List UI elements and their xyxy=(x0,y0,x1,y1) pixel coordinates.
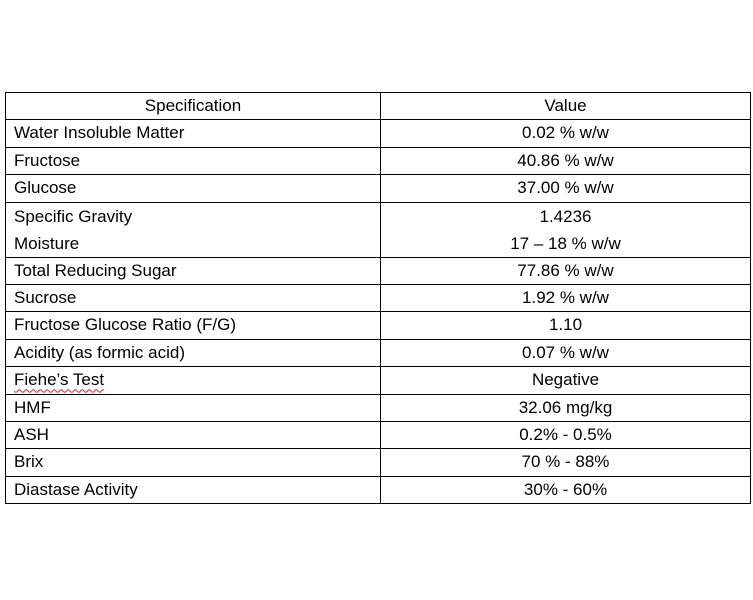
spec-cell: Sucrose xyxy=(6,285,381,312)
value-cell: 30% - 60% xyxy=(381,476,751,503)
value-cell: 1.92 % w/w xyxy=(381,285,751,312)
table-header-row xyxy=(6,93,751,120)
header-value: Value xyxy=(381,93,751,120)
table-row xyxy=(6,175,751,202)
spec-cell: Diastase Activity xyxy=(6,476,381,503)
table-row xyxy=(6,202,751,257)
table-row xyxy=(6,285,751,312)
table-row xyxy=(6,422,751,449)
specification-table xyxy=(5,92,751,504)
spec-cell: Acidity (as formic acid) xyxy=(6,339,381,366)
table-row xyxy=(6,394,751,421)
spec-cell: Water Insoluble Matter xyxy=(6,120,381,147)
spec-cell: Brix xyxy=(6,449,381,476)
table-row xyxy=(6,312,751,339)
spec-cell: Total Reducing Sugar xyxy=(6,257,381,284)
value-cell: 1.10 xyxy=(381,312,751,339)
table-row xyxy=(6,449,751,476)
value-cell: 70 % - 88% xyxy=(381,449,751,476)
value-line: 1.4236 xyxy=(539,206,592,226)
value-cell: 0.07 % w/w xyxy=(381,339,751,366)
value-cell: 40.86 % w/w xyxy=(381,147,751,174)
table-row xyxy=(6,339,751,366)
header-specification: Specification xyxy=(6,93,381,120)
table-row xyxy=(6,476,751,503)
spec-cell xyxy=(6,202,381,257)
value-cell: 0.2% - 0.5% xyxy=(381,422,751,449)
spec-line: Specific Gravity xyxy=(14,206,133,226)
spec-cell xyxy=(6,367,381,394)
table-row xyxy=(6,120,751,147)
value-cell: 32.06 mg/kg xyxy=(381,394,751,421)
value-line: 17 – 18 % w/w xyxy=(510,233,621,253)
spec-cell: Fructose Glucose Ratio (F/G) xyxy=(6,312,381,339)
table-row xyxy=(6,147,751,174)
table-row xyxy=(6,367,751,394)
value-cell: 77.86 % w/w xyxy=(381,257,751,284)
value-cell: 37.00 % w/w xyxy=(381,175,751,202)
spec-cell: ASH xyxy=(6,422,381,449)
spec-cell: HMF xyxy=(6,394,381,421)
value-cell: 0.02 % w/w xyxy=(381,120,751,147)
value-cell xyxy=(381,202,751,257)
spec-cell: Fructose xyxy=(6,147,381,174)
value-cell: Negative xyxy=(381,367,751,394)
spellcheck-flagged-text: Fiehe’s Test xyxy=(14,370,105,390)
spec-line: Moisture xyxy=(14,233,80,253)
spec-cell: Glucose xyxy=(6,175,381,202)
table-row xyxy=(6,257,751,284)
